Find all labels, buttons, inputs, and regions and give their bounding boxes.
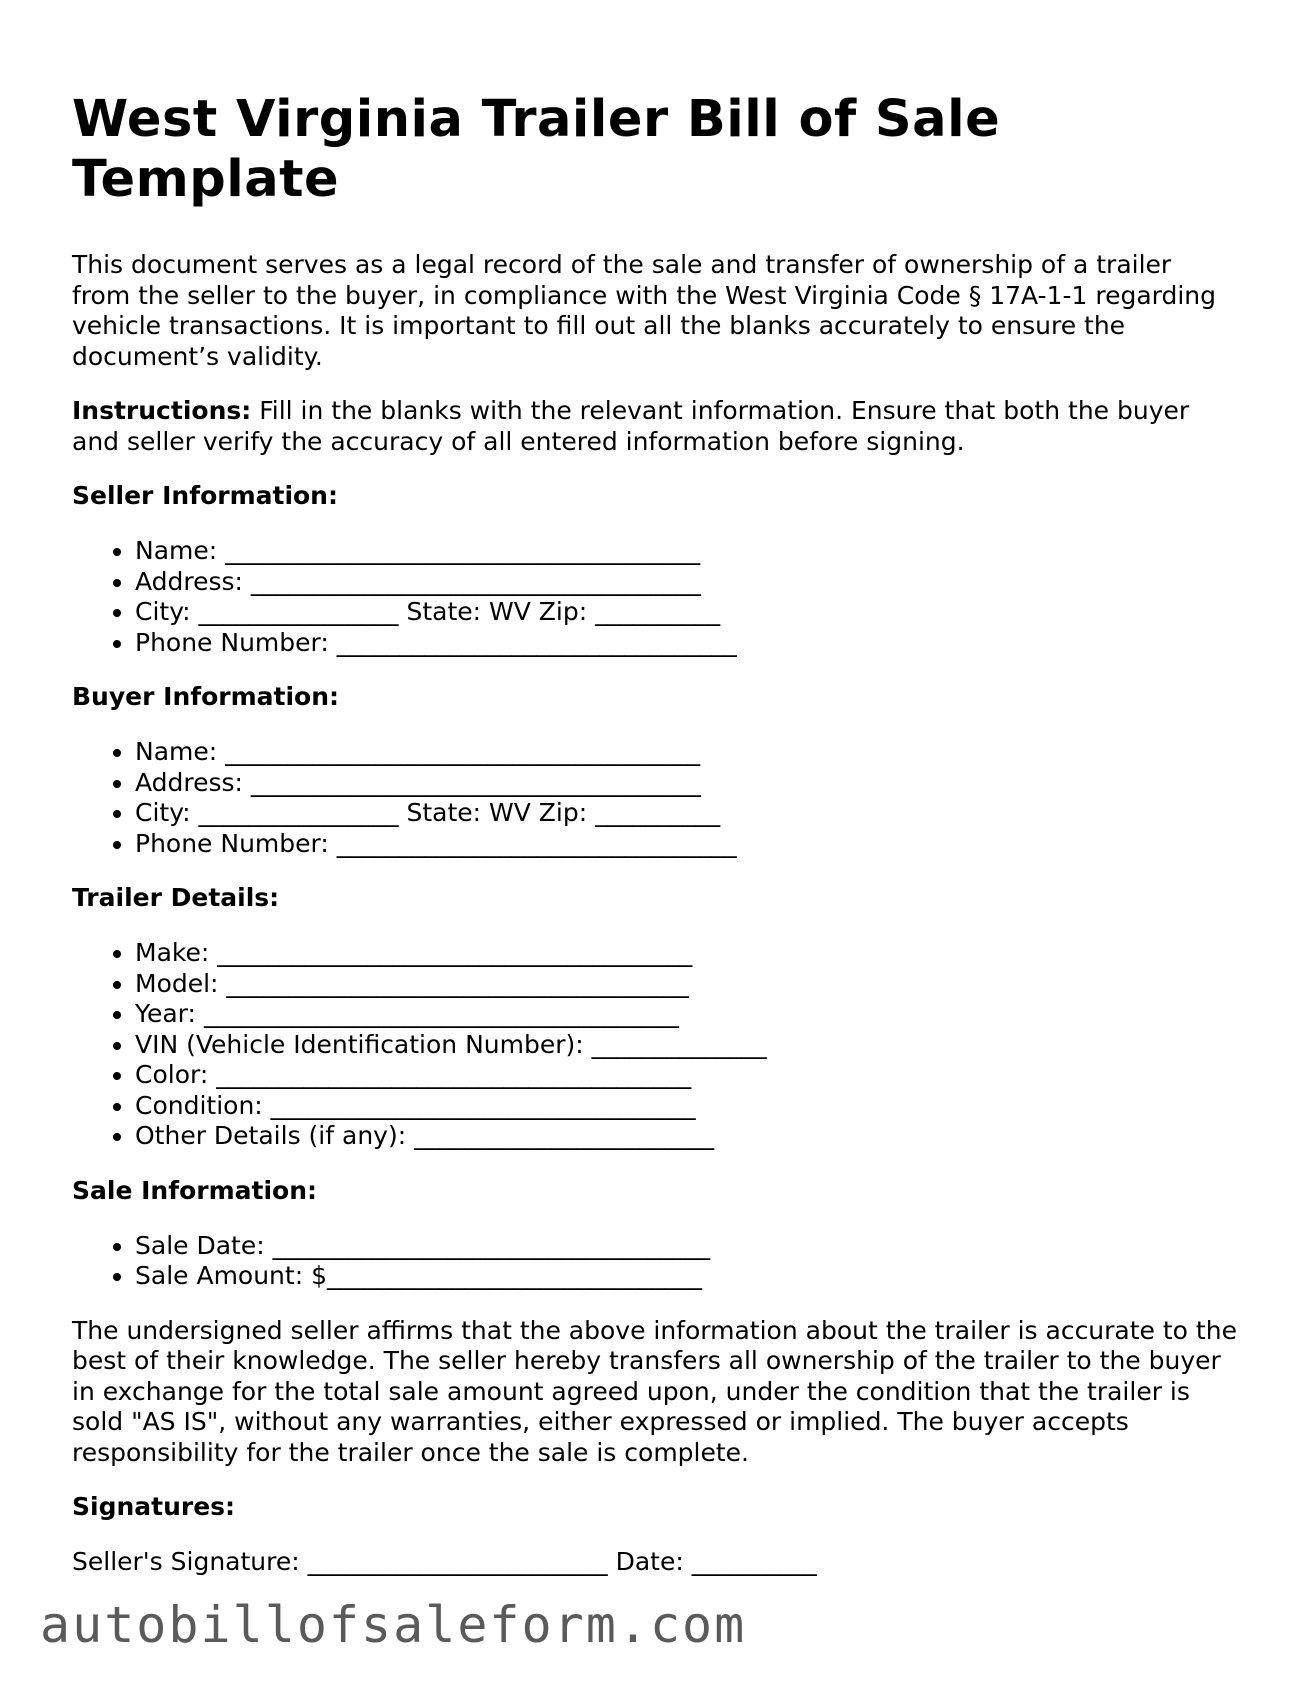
trailer-vin-field: • VIN (Vehicle Identification Number): ______________ bbox=[135, 1030, 1237, 1061]
trailer-heading: Trailer Details: bbox=[72, 883, 280, 912]
buyer-name-field: • Name: ______________________________________ bbox=[135, 737, 1237, 768]
signatures-heading: Signatures: bbox=[72, 1492, 236, 1521]
intro-paragraph: This document serves as a legal record of the sale and transfer of ownership of a trailer from the seller to the buyer, in compliance with the West Virginia Code § 17A-1-1 regarding vehicle transactions. It is important to fill out all the blanks accurately to ensure the document’s validity. bbox=[72, 250, 1217, 371]
buyer-heading: Buyer Information: bbox=[72, 682, 340, 711]
site-watermark: autobillofsaleform.com bbox=[40, 1596, 747, 1654]
buyer-fields bbox=[72, 737, 1237, 859]
sale-amount-field: • Sale Amount: $______________________________ bbox=[135, 1261, 1237, 1292]
sale-heading: Sale Information: bbox=[72, 1175, 317, 1205]
seller-signature-line: Seller's Signature: ________________________ Date: __________ bbox=[72, 1547, 817, 1576]
trailer-color-field: • Color: ______________________________________ bbox=[135, 1060, 1237, 1091]
buyer-address-field: • Address: ____________________________________ bbox=[135, 768, 1237, 799]
trailer-make-field: • Make: ______________________________________ bbox=[135, 938, 1237, 969]
sale-fields bbox=[72, 1231, 1237, 1292]
seller-phone-field: • Phone Number: ________________________________ bbox=[135, 628, 1237, 659]
seller-city-field: • City: ________________ State: WV Zip: __________ bbox=[135, 597, 1237, 628]
sale-date-field: • Sale Date: ___________________________________ bbox=[135, 1231, 1237, 1262]
trailer-year-field: • Year: ______________________________________ bbox=[135, 999, 1237, 1030]
page-title: West Virginia Trailer Bill of Sale Template bbox=[72, 90, 1001, 209]
seller-address-field: • Address: ____________________________________ bbox=[135, 567, 1237, 598]
seller-fields bbox=[72, 536, 1237, 658]
trailer-condition-field: • Condition: __________________________________ bbox=[135, 1091, 1237, 1122]
document-page bbox=[72, 90, 1237, 1577]
trailer-model-field: • Model: _____________________________________ bbox=[135, 969, 1237, 1000]
instructions-label: Instructions: bbox=[72, 396, 252, 425]
trailer-fields bbox=[72, 938, 1237, 1152]
seller-name-field: • Name: ______________________________________ bbox=[135, 536, 1237, 567]
instructions-paragraph bbox=[72, 396, 1237, 457]
seller-heading: Seller Information: bbox=[72, 481, 338, 510]
buyer-phone-field: • Phone Number: ________________________________ bbox=[135, 829, 1237, 860]
affirmation-paragraph: The undersigned seller affirms that the above information about the trailer is accurate to the best of their knowledge. The seller hereby transfers all ownership of the trailer to the buyer in exchange for the total sale amount agreed upon, under the condition that the trailer is sold "AS IS", without any warranties, either expressed or implied. The buyer accepts responsibility for the trailer once the sale is complete. bbox=[72, 1315, 1237, 1467]
instructions-text: Fill in the blanks with the relevant information. Ensure that both the buyer and seller verify the accuracy of all entered information before signing. bbox=[72, 396, 1190, 456]
buyer-city-field: • City: ________________ State: WV Zip: __________ bbox=[135, 798, 1237, 829]
trailer-other-field: • Other Details (if any): ________________________ bbox=[135, 1121, 1237, 1152]
